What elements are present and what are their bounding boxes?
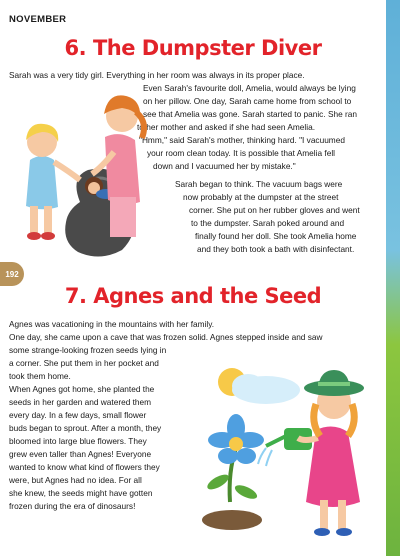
story2-line: When Agnes got home, she planted the	[9, 384, 155, 394]
story2-line: a corner. She put them in her pocket and	[9, 358, 159, 368]
story1-line: your room clean today. It is possible that Amelia fell	[147, 148, 336, 158]
story-title-1: 6. The Dumpster Diver	[64, 36, 322, 60]
story2-line: Agnes was vacationing in the mountains with her family.	[9, 319, 215, 329]
story1-line: and they both took a bath with disinfectant.	[197, 244, 355, 254]
story2-line: took them home.	[9, 371, 71, 381]
watering-illustration	[188, 352, 388, 547]
story2-line: every day. In a few days, small flower	[9, 410, 147, 420]
story1-line: corner. She put on her rubber gloves and went	[189, 205, 360, 215]
story1-line: on her pillow. One day, Sarah came home from school to	[143, 96, 352, 106]
story1-line: Even Sarah's favourite doll, Amelia, would always be lying	[143, 83, 356, 93]
story2-line: were, but Agnes had no idea. For all	[9, 475, 142, 485]
story2-line: wanted to know what kind of flowers they	[9, 462, 160, 472]
story2-line: One day, she came upon a cave that was frozen solid. Agnes stepped inside and saw	[9, 332, 323, 342]
story1-line: now probably at the dumpster at the street	[183, 192, 339, 202]
story2-line: bloomed into large blue flowers. They	[9, 436, 147, 446]
story1-line: "Hmm," said Sarah's mother, thinking hard. "I vacuumed	[139, 135, 345, 145]
page-number: 192	[0, 262, 24, 286]
story1-line: to her mother and asked if she had seen Amelia.	[137, 122, 316, 132]
story1-line: see that Amelia was gone. Sarah started to panic. She ran	[143, 109, 358, 119]
story1-line: Sarah began to think. The vacuum bags were	[175, 179, 343, 189]
story2-line: frozen during the era of dinosaurs!	[9, 501, 136, 511]
page-edge-strip	[386, 0, 400, 556]
story2-line: buds began to sprout. After a month, they	[9, 423, 162, 433]
story1-line: to the dumpster. Sarah poked around and	[191, 218, 345, 228]
story2-line: grew even taller than Agnes! Everyone	[9, 449, 152, 459]
story1-line: finally found her doll. She took Amelia home	[195, 231, 357, 241]
dumpster-illustration	[10, 82, 180, 262]
month-header: NOVEMBER	[9, 14, 67, 25]
story2-line: she knew, the seeds might have gotten	[9, 488, 153, 498]
story1-line: Sarah was a very tidy girl. Everything in her room was always in its proper place.	[9, 70, 305, 80]
story2-line: some strange-looking frozen seeds lying in	[9, 345, 167, 355]
story2-line: seeds in her garden and watered them	[9, 397, 152, 407]
story-title-2: 7. Agnes and the Seed	[64, 284, 322, 308]
story1-line: down and I vacuumed her by mistake."	[153, 161, 296, 171]
